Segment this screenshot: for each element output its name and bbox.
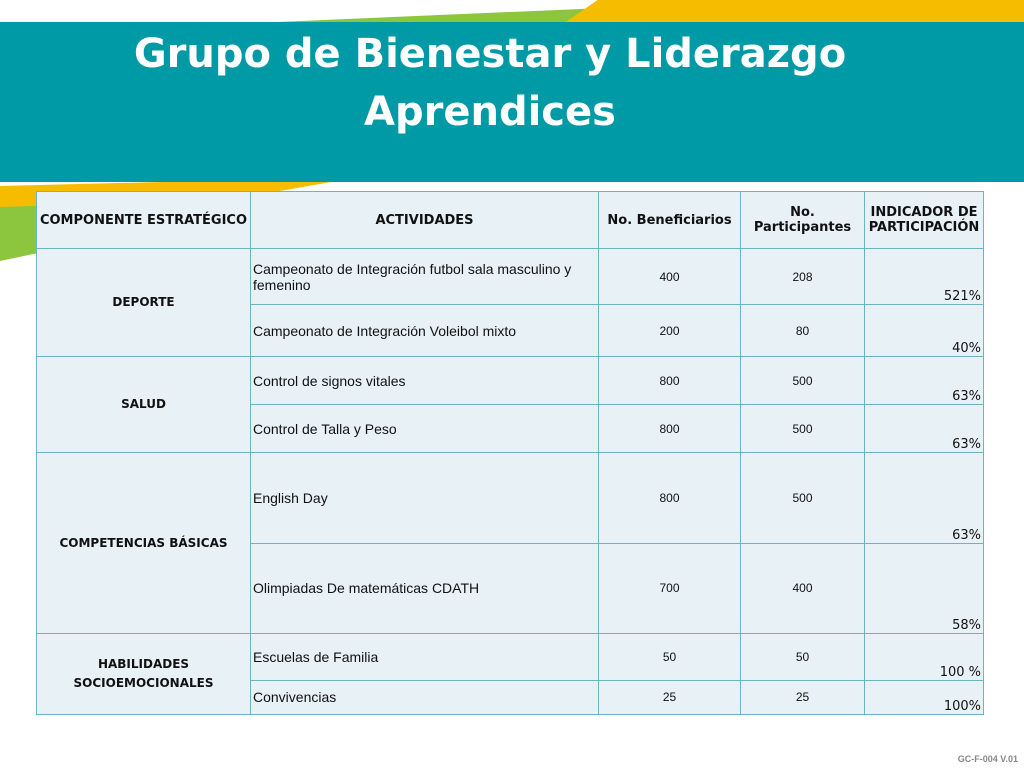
indicador-cell: 58% xyxy=(865,543,984,633)
activity-cell: Campeonato de Integración Voleibol mixto xyxy=(251,305,599,357)
activities-table xyxy=(36,191,984,715)
beneficiarios-cell: 25 xyxy=(599,680,741,714)
table-row xyxy=(37,357,984,405)
beneficiarios-cell: 800 xyxy=(599,453,741,543)
component-deporte: DEPORTE xyxy=(37,249,251,357)
beneficiarios-cell: 800 xyxy=(599,405,741,453)
page-title-line1: Grupo de Bienestar y Liderazgo xyxy=(133,31,847,77)
indicador-cell: 63% xyxy=(865,453,984,543)
participantes-cell: 25 xyxy=(741,680,865,714)
header-componente: COMPONENTE ESTRATÉGICO xyxy=(37,192,251,249)
indicador-cell: 100 % xyxy=(865,633,984,680)
table-row xyxy=(37,453,984,543)
beneficiarios-cell: 50 xyxy=(599,633,741,680)
component-salud: SALUD xyxy=(37,357,251,453)
header-participantes: No. Participantes xyxy=(741,192,865,249)
component-habilidades: HABILIDADES SOCIOEMOCIONALES xyxy=(37,633,251,714)
beneficiarios-cell: 700 xyxy=(599,543,741,633)
activity-cell: Escuelas de Familia xyxy=(251,633,599,680)
indicador-cell: 40% xyxy=(865,305,984,357)
participantes-cell: 208 xyxy=(741,249,865,305)
header-actividades: ACTIVIDADES xyxy=(251,192,599,249)
page-title xyxy=(0,22,980,185)
table-row xyxy=(37,249,984,305)
header-indicador: INDICADOR DE PARTICIPACIÓN xyxy=(865,192,984,249)
participantes-cell: 400 xyxy=(741,543,865,633)
page-title-line2: Aprendices xyxy=(364,89,616,135)
participantes-cell: 80 xyxy=(741,305,865,357)
component-competencias: COMPETENCIAS BÁSICAS xyxy=(37,453,251,633)
activity-cell: Olimpiadas De matemáticas CDATH xyxy=(251,543,599,633)
beneficiarios-cell: 800 xyxy=(599,357,741,405)
activity-cell: Control de signos vitales xyxy=(251,357,599,405)
activity-cell: Campeonato de Integración futbol sala masculino y femenino xyxy=(251,249,599,305)
activity-cell: Convivencias xyxy=(251,680,599,714)
indicador-cell: 63% xyxy=(865,405,984,453)
participantes-cell: 50 xyxy=(741,633,865,680)
header-beneficiarios: No. Beneficiarios xyxy=(599,192,741,249)
indicador-cell: 63% xyxy=(865,357,984,405)
table-header-row xyxy=(37,192,984,249)
beneficiarios-cell: 200 xyxy=(599,305,741,357)
participantes-cell: 500 xyxy=(741,405,865,453)
participantes-cell: 500 xyxy=(741,453,865,543)
indicador-cell: 521% xyxy=(865,249,984,305)
activity-cell: English Day xyxy=(251,453,599,543)
beneficiarios-cell: 400 xyxy=(599,249,741,305)
activity-cell: Control de Talla y Peso xyxy=(251,405,599,453)
table-row xyxy=(37,633,984,680)
document-code: GC-F-004 V.01 xyxy=(957,754,1018,764)
participantes-cell: 500 xyxy=(741,357,865,405)
indicador-cell: 100% xyxy=(865,680,984,714)
